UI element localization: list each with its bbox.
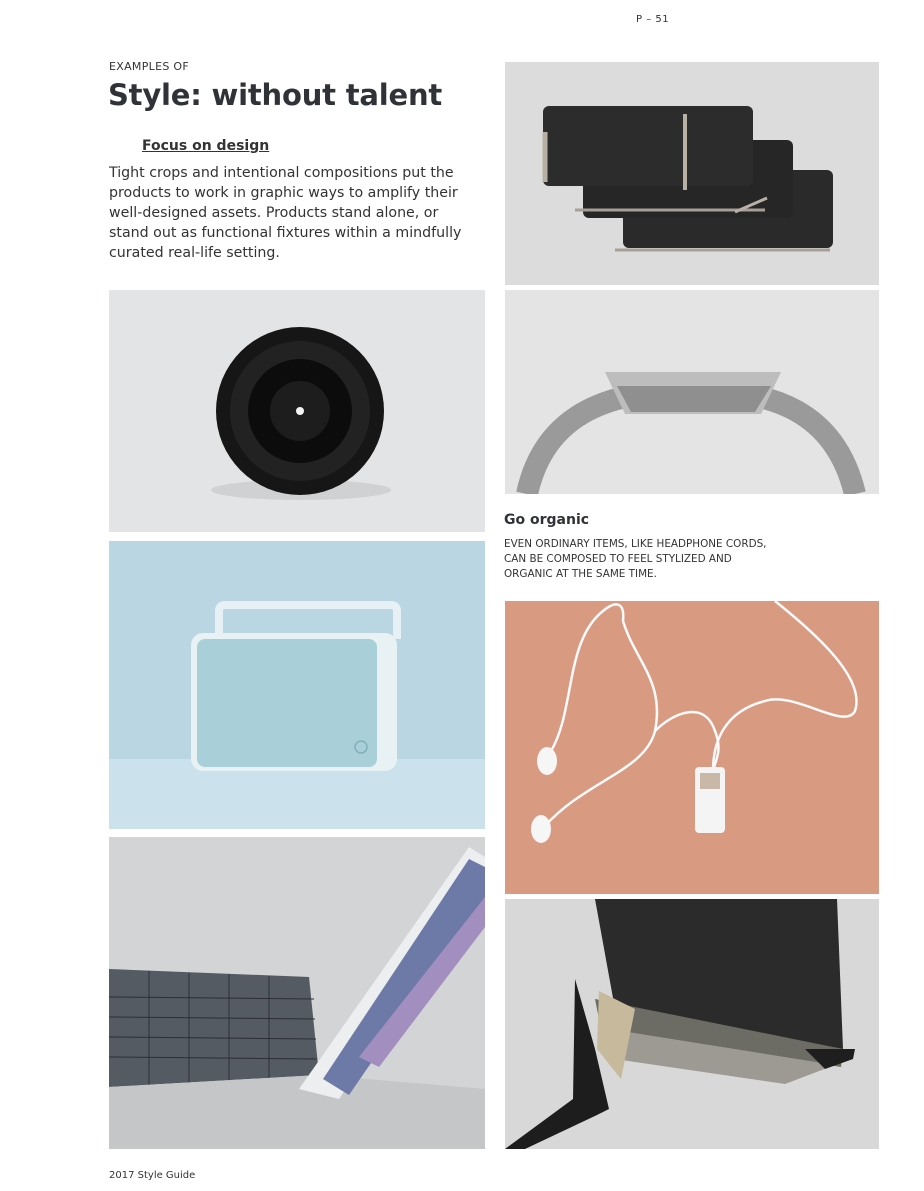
- organic-heading: Go organic: [504, 512, 590, 528]
- focus-body: Tight crops and intentional compositions put the products to work in graphic ways to amplify their well-designed assets. Products stand alone, or stand out as functional fixtures within a mindfully curated real-life setting.: [109, 165, 462, 261]
- organic-body: EVEN ORDINARY ITEMS, LIKE HEADPHONE CORDS, CAN BE COMPOSED TO FEEL STYLIZED AND ORGANIC AT THE SAME TIME.: [504, 538, 767, 580]
- laptop-photo: [109, 837, 485, 1149]
- tv-stand-photo: [505, 899, 879, 1149]
- page-number: P – 51: [636, 14, 670, 25]
- wallet-photo: [505, 62, 879, 285]
- footer-text: 2017 Style Guide: [109, 1170, 196, 1181]
- headphones-photo: [505, 601, 879, 894]
- section-eyebrow: EXAMPLES OF: [109, 60, 189, 73]
- focus-heading: Focus on design: [142, 138, 270, 154]
- lens-photo: [109, 290, 485, 532]
- speaker-photo: [109, 541, 485, 829]
- page-title: Style: without talent: [108, 78, 443, 112]
- watch-photo: [505, 290, 879, 494]
